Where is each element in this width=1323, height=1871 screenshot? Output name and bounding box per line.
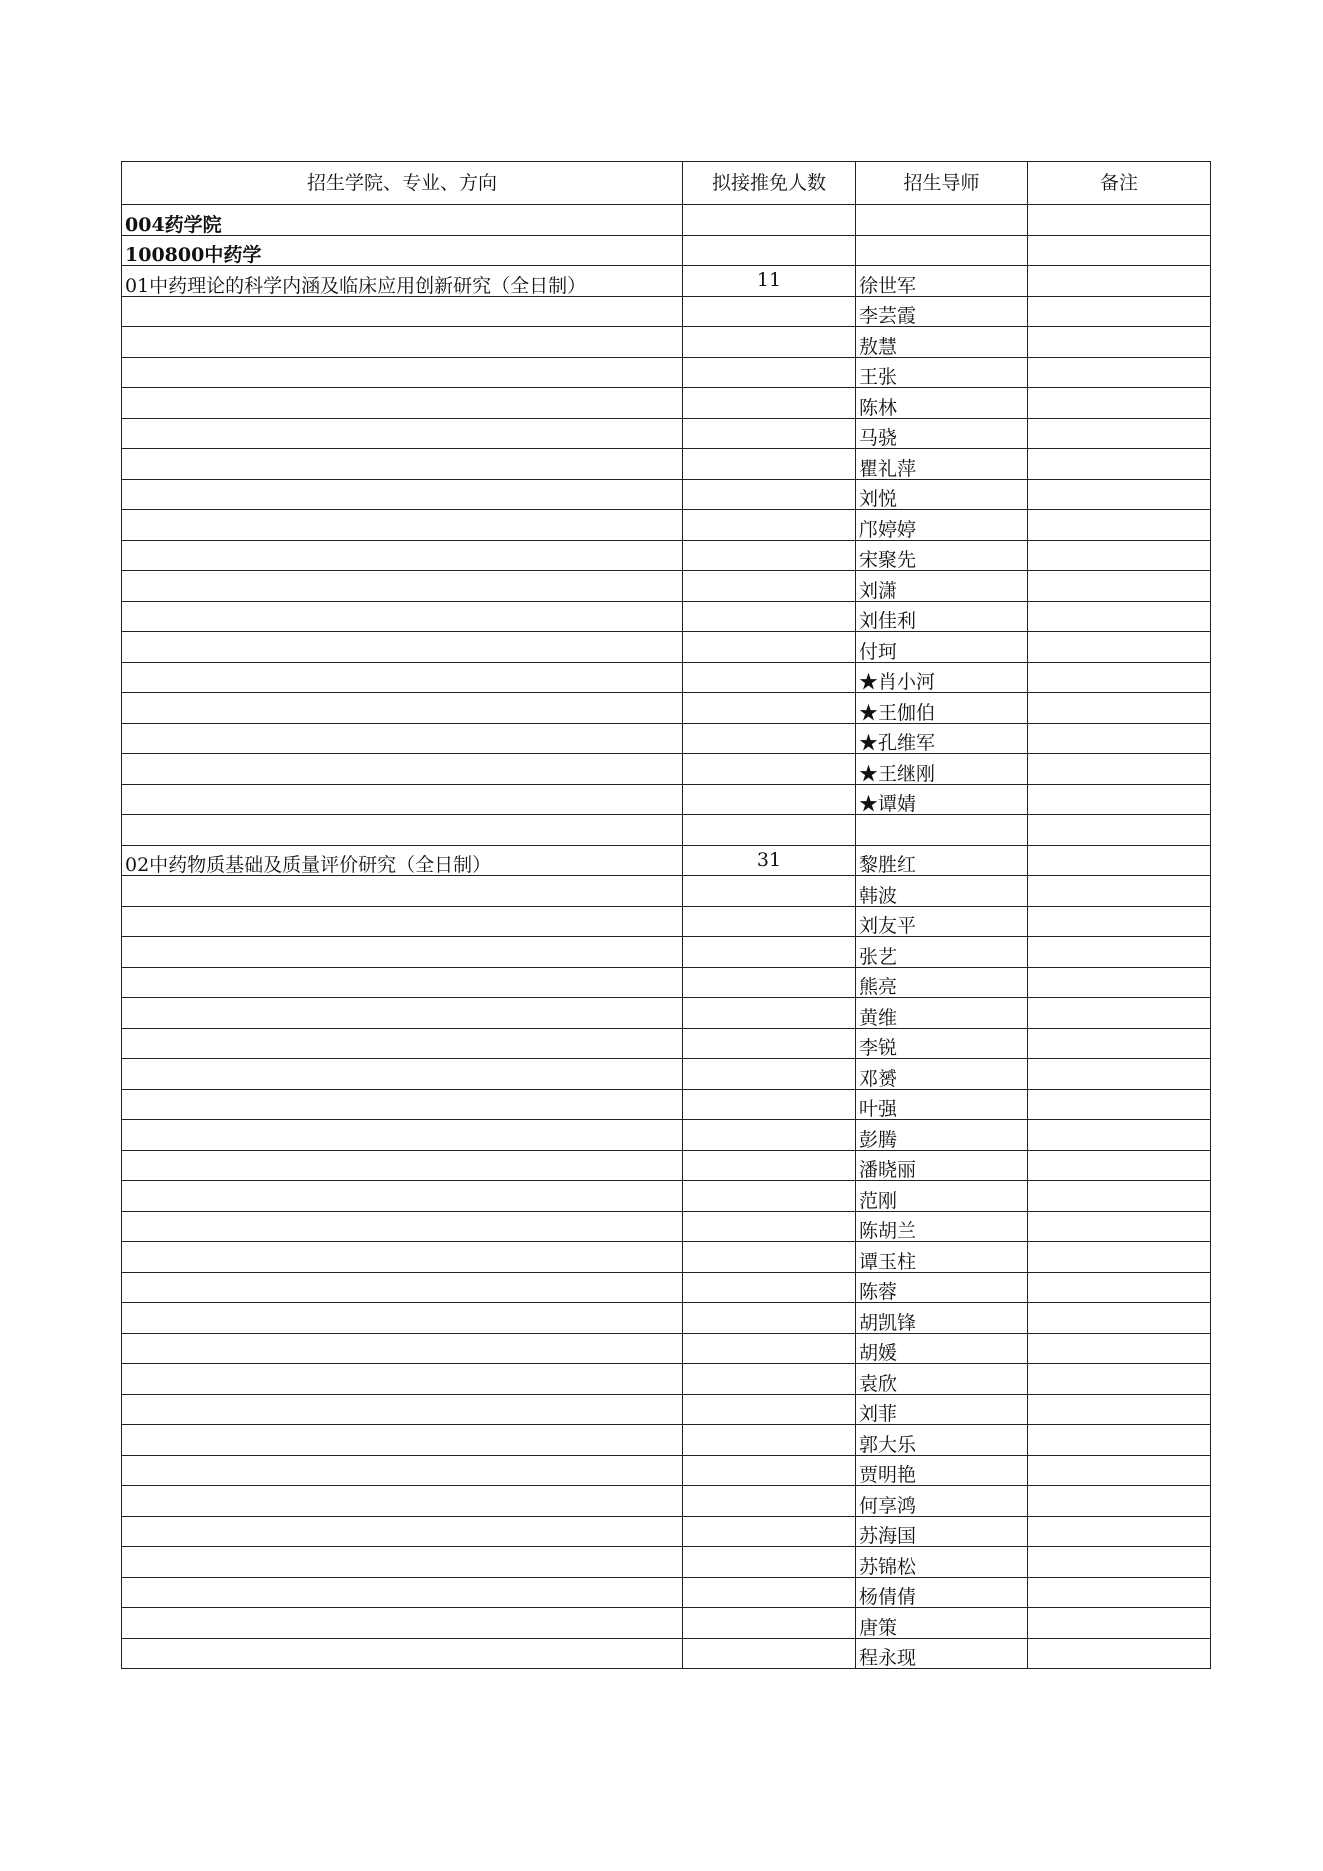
table-row <box>122 1455 1211 1486</box>
direction-cell <box>122 540 683 571</box>
count-cell <box>683 418 856 449</box>
note-cell <box>1028 1303 1211 1334</box>
count-cell <box>683 1608 856 1639</box>
note-cell <box>1028 1150 1211 1181</box>
advisor-cell: 叶强 <box>856 1089 1028 1120</box>
advisor-cell: 邓赟 <box>856 1059 1028 1090</box>
table-row <box>122 845 1211 876</box>
advisor-cell: 袁欣 <box>856 1364 1028 1395</box>
direction-cell <box>122 1120 683 1151</box>
table-row <box>122 693 1211 724</box>
note-cell <box>1028 296 1211 327</box>
table-row <box>122 418 1211 449</box>
table-row <box>122 723 1211 754</box>
count-cell <box>683 510 856 541</box>
advisor-cell: 邝婷婷 <box>856 510 1028 541</box>
direction-cell <box>122 1333 683 1364</box>
direction-cell <box>122 1394 683 1425</box>
count-cell <box>683 1303 856 1334</box>
table-row <box>122 1486 1211 1517</box>
note-cell <box>1028 449 1211 480</box>
note-cell <box>1028 967 1211 998</box>
note-cell <box>1028 1211 1211 1242</box>
direction-cell <box>122 784 683 815</box>
count-cell <box>683 1120 856 1151</box>
advisor-cell: 刘佳利 <box>856 601 1028 632</box>
table-row <box>122 1608 1211 1639</box>
note-cell <box>1028 205 1211 236</box>
count-cell <box>683 1150 856 1181</box>
table-row <box>122 1547 1211 1578</box>
note-cell <box>1028 601 1211 632</box>
note-cell <box>1028 510 1211 541</box>
direction-cell: 100800中药学 <box>122 235 683 266</box>
direction-cell <box>122 1242 683 1273</box>
direction-cell <box>122 662 683 693</box>
note-cell <box>1028 1425 1211 1456</box>
table-row <box>122 937 1211 968</box>
advisor-cell: 付珂 <box>856 632 1028 663</box>
direction-cell <box>122 906 683 937</box>
note-cell <box>1028 845 1211 876</box>
direction-cell <box>122 1028 683 1059</box>
table-row <box>122 327 1211 358</box>
note-cell <box>1028 1364 1211 1395</box>
advisor-cell: 唐策 <box>856 1608 1028 1639</box>
direction-cell <box>122 998 683 1029</box>
advisor-cell: 胡媛 <box>856 1333 1028 1364</box>
table-row <box>122 571 1211 602</box>
count-cell <box>683 876 856 907</box>
table-row <box>122 1333 1211 1364</box>
direction-cell <box>122 1211 683 1242</box>
note-cell <box>1028 235 1211 266</box>
direction-cell <box>122 1516 683 1547</box>
count-cell <box>683 1242 856 1273</box>
direction-cell <box>122 815 683 846</box>
advisor-cell: 宋聚先 <box>856 540 1028 571</box>
table-row <box>122 357 1211 388</box>
count-cell <box>683 1486 856 1517</box>
advisor-cell: 彭腾 <box>856 1120 1028 1151</box>
table-row <box>122 754 1211 785</box>
table-row <box>122 1364 1211 1395</box>
note-cell <box>1028 388 1211 419</box>
advisor-cell: ★孔维军 <box>856 723 1028 754</box>
note-cell <box>1028 1242 1211 1273</box>
table-row <box>122 1638 1211 1669</box>
table-row <box>122 1242 1211 1273</box>
enrollment-table <box>121 161 1211 1669</box>
table-row <box>122 815 1211 846</box>
table-row <box>122 1059 1211 1090</box>
advisor-cell: 刘悦 <box>856 479 1028 510</box>
advisor-cell <box>856 815 1028 846</box>
advisor-cell: 刘潇 <box>856 571 1028 602</box>
advisor-cell: 王张 <box>856 357 1028 388</box>
note-cell <box>1028 418 1211 449</box>
advisor-cell: 马骁 <box>856 418 1028 449</box>
count-cell <box>683 693 856 724</box>
advisor-cell: 敖慧 <box>856 327 1028 358</box>
direction-cell <box>122 1638 683 1669</box>
note-cell <box>1028 1120 1211 1151</box>
note-cell <box>1028 937 1211 968</box>
note-cell <box>1028 784 1211 815</box>
count-cell <box>683 967 856 998</box>
count-cell <box>683 601 856 632</box>
count-cell <box>683 571 856 602</box>
direction-cell: 004药学院 <box>122 205 683 236</box>
count-cell <box>683 784 856 815</box>
direction-cell <box>122 693 683 724</box>
table-header <box>122 162 1211 205</box>
direction-cell <box>122 388 683 419</box>
note-cell <box>1028 1059 1211 1090</box>
table-row <box>122 1150 1211 1181</box>
note-cell <box>1028 1486 1211 1517</box>
advisor-cell: 张艺 <box>856 937 1028 968</box>
table-row <box>122 1120 1211 1151</box>
direction-cell <box>122 571 683 602</box>
note-cell <box>1028 1638 1211 1669</box>
header-advisor: 招生导师 <box>856 162 1028 205</box>
note-cell <box>1028 1181 1211 1212</box>
direction-cell <box>122 357 683 388</box>
direction-cell <box>122 327 683 358</box>
header-row <box>122 162 1211 205</box>
advisor-cell: 韩波 <box>856 876 1028 907</box>
note-cell <box>1028 1547 1211 1578</box>
count-cell <box>683 1272 856 1303</box>
advisor-cell <box>856 235 1028 266</box>
count-cell <box>683 1455 856 1486</box>
table-row <box>122 876 1211 907</box>
table-row <box>122 235 1211 266</box>
table-row <box>122 601 1211 632</box>
advisor-cell: 瞿礼萍 <box>856 449 1028 480</box>
note-cell <box>1028 1028 1211 1059</box>
table-row <box>122 784 1211 815</box>
direction-cell: 02中药物质基础及质量评价研究（全日制） <box>122 845 683 876</box>
advisor-cell: ★肖小河 <box>856 662 1028 693</box>
table-row <box>122 479 1211 510</box>
direction-cell: 01中药理论的科学内涵及临床应用创新研究（全日制） <box>122 266 683 297</box>
direction-cell <box>122 723 683 754</box>
note-cell <box>1028 815 1211 846</box>
direction-cell <box>122 632 683 663</box>
direction-cell <box>122 754 683 785</box>
count-cell <box>683 1394 856 1425</box>
note-cell <box>1028 357 1211 388</box>
note-cell <box>1028 723 1211 754</box>
header-planned-count: 拟接推免人数 <box>683 162 856 205</box>
table-row <box>122 1089 1211 1120</box>
note-cell <box>1028 1455 1211 1486</box>
direction-cell <box>122 479 683 510</box>
note-cell <box>1028 479 1211 510</box>
advisor-cell: 刘友平 <box>856 906 1028 937</box>
advisor-cell: 黄维 <box>856 998 1028 1029</box>
count-cell <box>683 235 856 266</box>
table-row <box>122 296 1211 327</box>
advisor-cell: 谭玉柱 <box>856 1242 1028 1273</box>
count-cell <box>683 662 856 693</box>
count-cell <box>683 1211 856 1242</box>
note-cell <box>1028 327 1211 358</box>
count-cell <box>683 1181 856 1212</box>
table-row <box>122 998 1211 1029</box>
table-row <box>122 1181 1211 1212</box>
table-row <box>122 1425 1211 1456</box>
note-cell <box>1028 1394 1211 1425</box>
advisor-cell: 刘菲 <box>856 1394 1028 1425</box>
table-row <box>122 540 1211 571</box>
count-cell <box>683 1638 856 1669</box>
note-cell <box>1028 266 1211 297</box>
direction-cell <box>122 1089 683 1120</box>
note-cell <box>1028 693 1211 724</box>
note-cell <box>1028 1089 1211 1120</box>
table-row <box>122 906 1211 937</box>
count-cell <box>683 632 856 663</box>
direction-cell <box>122 1272 683 1303</box>
direction-cell <box>122 1608 683 1639</box>
note-cell <box>1028 906 1211 937</box>
count-cell: 31 <box>683 845 856 876</box>
table-row <box>122 632 1211 663</box>
table-row <box>122 1211 1211 1242</box>
advisor-cell: ★王继刚 <box>856 754 1028 785</box>
note-cell <box>1028 632 1211 663</box>
direction-cell <box>122 1303 683 1334</box>
direction-cell <box>122 1455 683 1486</box>
count-cell <box>683 754 856 785</box>
advisor-cell: 熊亮 <box>856 967 1028 998</box>
count-cell <box>683 449 856 480</box>
direction-cell <box>122 1486 683 1517</box>
count-cell <box>683 998 856 1029</box>
note-cell <box>1028 1516 1211 1547</box>
count-cell <box>683 1089 856 1120</box>
table-row <box>122 967 1211 998</box>
table-row <box>122 449 1211 480</box>
count-cell <box>683 1577 856 1608</box>
table-row <box>122 510 1211 541</box>
count-cell <box>683 388 856 419</box>
advisor-cell: 陈蓉 <box>856 1272 1028 1303</box>
table-body <box>122 205 1211 1669</box>
header-note: 备注 <box>1028 162 1211 205</box>
direction-cell <box>122 1425 683 1456</box>
direction-cell <box>122 449 683 480</box>
direction-cell <box>122 418 683 449</box>
advisor-cell: 黎胜红 <box>856 845 1028 876</box>
direction-cell <box>122 1547 683 1578</box>
count-cell <box>683 1425 856 1456</box>
advisor-cell: 郭大乐 <box>856 1425 1028 1456</box>
advisor-cell: 陈胡兰 <box>856 1211 1028 1242</box>
advisor-cell: 程永现 <box>856 1638 1028 1669</box>
advisor-cell: 潘晓丽 <box>856 1150 1028 1181</box>
count-cell <box>683 906 856 937</box>
count-cell <box>683 723 856 754</box>
direction-cell <box>122 1577 683 1608</box>
note-cell <box>1028 1333 1211 1364</box>
note-cell <box>1028 540 1211 571</box>
direction-cell <box>122 1364 683 1395</box>
advisor-cell: 苏海国 <box>856 1516 1028 1547</box>
table-row <box>122 1272 1211 1303</box>
count-cell <box>683 1364 856 1395</box>
table-row <box>122 266 1211 297</box>
advisor-cell: ★谭婧 <box>856 784 1028 815</box>
direction-cell <box>122 937 683 968</box>
count-cell: 11 <box>683 266 856 297</box>
advisor-cell: 范刚 <box>856 1181 1028 1212</box>
advisor-cell: 胡凯锋 <box>856 1303 1028 1334</box>
note-cell <box>1028 876 1211 907</box>
direction-cell <box>122 1181 683 1212</box>
count-cell <box>683 205 856 236</box>
advisor-cell <box>856 205 1028 236</box>
count-cell <box>683 815 856 846</box>
direction-cell <box>122 296 683 327</box>
note-cell <box>1028 1272 1211 1303</box>
direction-cell <box>122 967 683 998</box>
count-cell <box>683 1516 856 1547</box>
advisor-cell: 贾明艳 <box>856 1455 1028 1486</box>
note-cell <box>1028 571 1211 602</box>
note-cell <box>1028 998 1211 1029</box>
advisor-cell: 李芸霞 <box>856 296 1028 327</box>
table-row <box>122 662 1211 693</box>
count-cell <box>683 1547 856 1578</box>
advisor-cell: 杨倩倩 <box>856 1577 1028 1608</box>
count-cell <box>683 937 856 968</box>
note-cell <box>1028 662 1211 693</box>
direction-cell <box>122 1150 683 1181</box>
count-cell <box>683 1059 856 1090</box>
table-row <box>122 1303 1211 1334</box>
advisor-cell: 徐世军 <box>856 266 1028 297</box>
note-cell <box>1028 754 1211 785</box>
advisor-cell: ★王伽伯 <box>856 693 1028 724</box>
table-row <box>122 1394 1211 1425</box>
advisor-cell: 李锐 <box>856 1028 1028 1059</box>
direction-cell <box>122 1059 683 1090</box>
table-row <box>122 205 1211 236</box>
header-college-major-direction: 招生学院、专业、方向 <box>122 162 683 205</box>
count-cell <box>683 357 856 388</box>
count-cell <box>683 1028 856 1059</box>
note-cell <box>1028 1608 1211 1639</box>
note-cell <box>1028 1577 1211 1608</box>
advisor-cell: 苏锦松 <box>856 1547 1028 1578</box>
count-cell <box>683 327 856 358</box>
table-row <box>122 1577 1211 1608</box>
count-cell <box>683 296 856 327</box>
count-cell <box>683 479 856 510</box>
direction-cell <box>122 601 683 632</box>
count-cell <box>683 1333 856 1364</box>
table-row <box>122 388 1211 419</box>
advisor-cell: 陈林 <box>856 388 1028 419</box>
table-row <box>122 1516 1211 1547</box>
direction-cell <box>122 876 683 907</box>
advisor-cell: 何享鸿 <box>856 1486 1028 1517</box>
table-row <box>122 1028 1211 1059</box>
direction-cell <box>122 510 683 541</box>
count-cell <box>683 540 856 571</box>
